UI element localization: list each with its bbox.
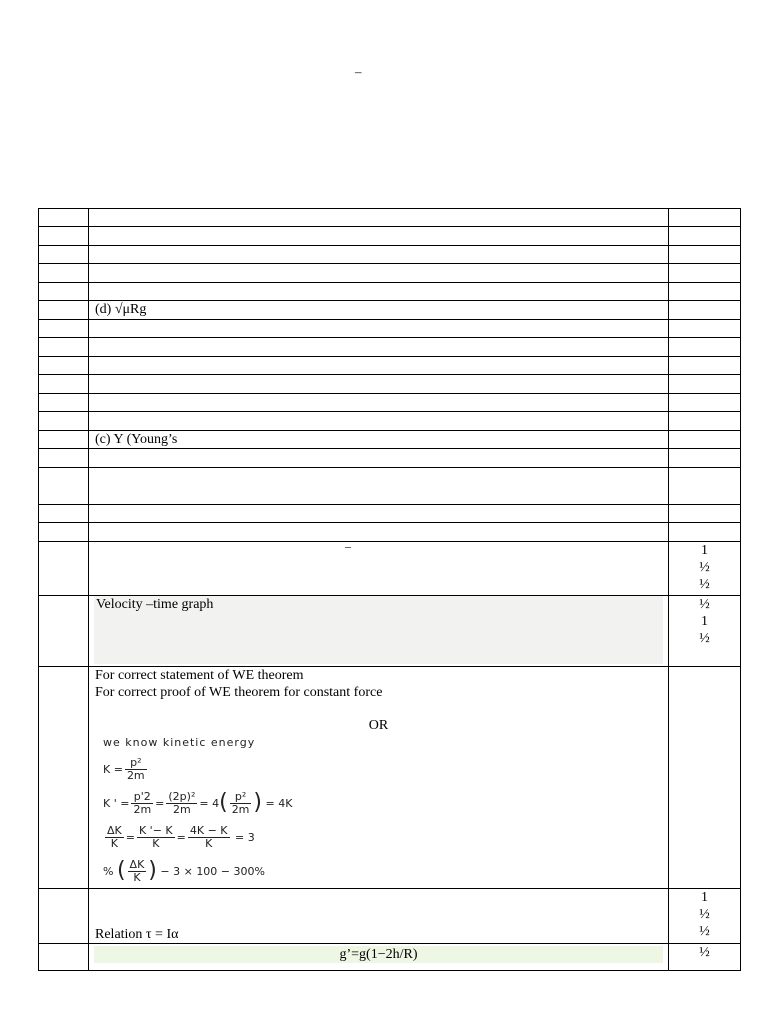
equation-k-prime: K ' = $\frac{p'2}{2m}$ = $\frac{\text{(2p)²}}{2m}$ = 4 ( $\frac{\text{p²}}{2m}$ ) = 4K [103,789,293,816]
question-number-cell [39,889,89,944]
mark-value: ½ [699,560,710,575]
equation-k: K = $\frac{\text{p²}}{2m}$ [103,755,145,782]
marks-cell [669,301,741,320]
question-number-cell [39,468,89,505]
torque-relation-text: Relation τ = Iα [95,927,179,942]
denominator: 2m [126,768,145,782]
table-row [39,468,741,505]
eq-symbol: % [103,864,114,878]
answer-cell [89,944,669,971]
fraction [166,791,197,816]
we-proof-text: For correct proof of WE theorem for constant force [95,685,383,700]
question-number-cell [39,394,89,412]
marks-cell [669,357,741,375]
numerator: p² [125,757,147,770]
mark-value: ½ [699,945,710,960]
table-row [39,523,741,542]
answer-cell [89,667,669,889]
answer-cell [89,357,669,375]
denominator: K [152,836,160,850]
marks-cell [669,264,741,283]
question-number-cell [39,209,89,227]
answer-cell [89,889,669,944]
marks-cell [669,596,741,667]
question-number-cell [39,375,89,394]
answer-cell [89,523,669,542]
answer-text: (c) Y (Young’s [95,432,178,447]
question-number-cell [39,357,89,375]
denominator: K [205,836,213,850]
numerator: p² [230,791,252,804]
table-row [39,357,741,375]
answer-cell [89,264,669,283]
eq-symbol: − 3 × 100 − 300% [160,864,265,878]
velocity-graph-box [94,596,663,664]
answer-cell [89,412,669,431]
marks-cell [669,667,741,889]
question-number-cell [39,449,89,468]
fraction [105,825,124,850]
equation-ratio: $\frac{\Delta K}{K}$ = $\frac{K '- K}{K}$ = $\frac{4K - K}{K}$ = 3 [107,823,255,850]
table-row [39,320,741,338]
question-number-cell [39,412,89,431]
header-dash: – [355,64,362,79]
or-label: OR [368,718,389,733]
fraction [188,825,230,850]
answer-cell [89,596,669,667]
table-row [39,944,741,971]
derivation-intro: we know kinetic energy [103,736,256,749]
answer-cell [89,375,669,394]
eq-symbol: K ' [103,796,117,810]
table-row [39,246,741,264]
question-number-cell [39,505,89,523]
answer-cell [89,320,669,338]
table-row [39,227,741,246]
answer-cell [89,283,669,301]
table-row [39,283,741,301]
mark-value: 1 [701,543,708,558]
fraction [128,859,147,884]
marks-cell [669,375,741,394]
answer-cell [89,468,669,505]
table-row [39,889,741,944]
marks-cell [669,394,741,412]
marks-cell [669,338,741,357]
table-row [39,394,741,412]
table-row [39,667,741,889]
fraction [131,791,153,816]
fraction [137,825,175,850]
mark-value: 1 [701,890,708,905]
marks-cell [669,505,741,523]
answer-cell [89,505,669,523]
denominator: K [110,836,118,850]
marks-cell [669,412,741,431]
numerator: 4K − K [189,823,228,837]
mark-value: ½ [699,924,710,939]
marks-cell [669,889,741,944]
kinetic-energy-derivation [89,734,668,888]
numerator: ΔK [129,857,145,871]
question-number-cell [39,301,89,320]
question-number-cell [39,542,89,596]
table-row [39,301,741,320]
denominator: 2m [231,802,250,816]
equation-percent: % ( $\frac{\Delta K}{K}$ ) − 3 × 100 − 300% [103,857,265,884]
answer-cell [89,246,669,264]
question-number-cell [39,944,89,971]
table-row [39,412,741,431]
mark-value: ½ [699,577,710,592]
question-number-cell [39,338,89,357]
question-number-cell [39,264,89,283]
marking-scheme-table [38,208,741,971]
marks-cell [669,320,741,338]
gravity-formula-text: g’=g(1−2h/R) [339,947,418,962]
dash-mark: – [345,539,351,553]
table-row [39,338,741,357]
table-row [39,375,741,394]
table-row [39,542,741,596]
gravity-formula-box [94,946,663,963]
question-number-cell [39,667,89,889]
table-row [39,505,741,523]
eq-symbol: K [103,762,111,776]
eq-symbol: = 3 [235,830,255,844]
eq-symbol: = 4K [265,796,293,810]
marks-cell [669,449,741,468]
marks-cell [669,246,741,264]
marks-cell [669,542,741,596]
fraction [125,757,147,782]
table-row [39,209,741,227]
question-number-cell [39,596,89,667]
answer-text: (d) √μRg [95,302,147,317]
mark-value: ½ [699,597,710,612]
denominator: 2m [173,802,191,816]
table-row [39,264,741,283]
eq-symbol: 4 [212,796,220,810]
numerator: (2p)² [168,789,196,803]
marks-cell [669,209,741,227]
numerator: K '− K [138,823,173,837]
answer-cell [89,209,669,227]
numerator: p'2 [131,791,153,804]
answer-cell [89,539,669,596]
answer-cell [89,227,669,246]
we-statement-text: For correct statement of WE theorem [95,668,304,683]
marks-cell [669,468,741,505]
answer-cell [89,394,669,412]
marks-cell [669,283,741,301]
question-number-cell [39,431,89,449]
question-number-cell [39,246,89,264]
mark-value: ½ [699,907,710,922]
table-row [39,596,741,667]
question-number-cell [39,283,89,301]
answer-cell [89,338,669,357]
question-number-cell [39,320,89,338]
question-number-cell [39,227,89,246]
table-row [39,431,741,449]
numerator: ΔK [107,823,122,837]
marks-cell [669,523,741,542]
question-number-cell [39,523,89,542]
denominator: K [133,870,141,884]
fraction [230,791,252,816]
mark-value: 1 [701,614,708,629]
marks-cell [669,944,741,971]
table-row [39,449,741,468]
mark-value: ½ [699,631,710,646]
marks-cell [669,431,741,449]
answer-cell [89,301,669,320]
denominator: 2m [133,802,152,816]
velocity-graph-label: Velocity –time graph [96,597,214,612]
answer-cell [89,431,669,449]
answer-cell [89,449,669,468]
marks-cell [669,227,741,246]
